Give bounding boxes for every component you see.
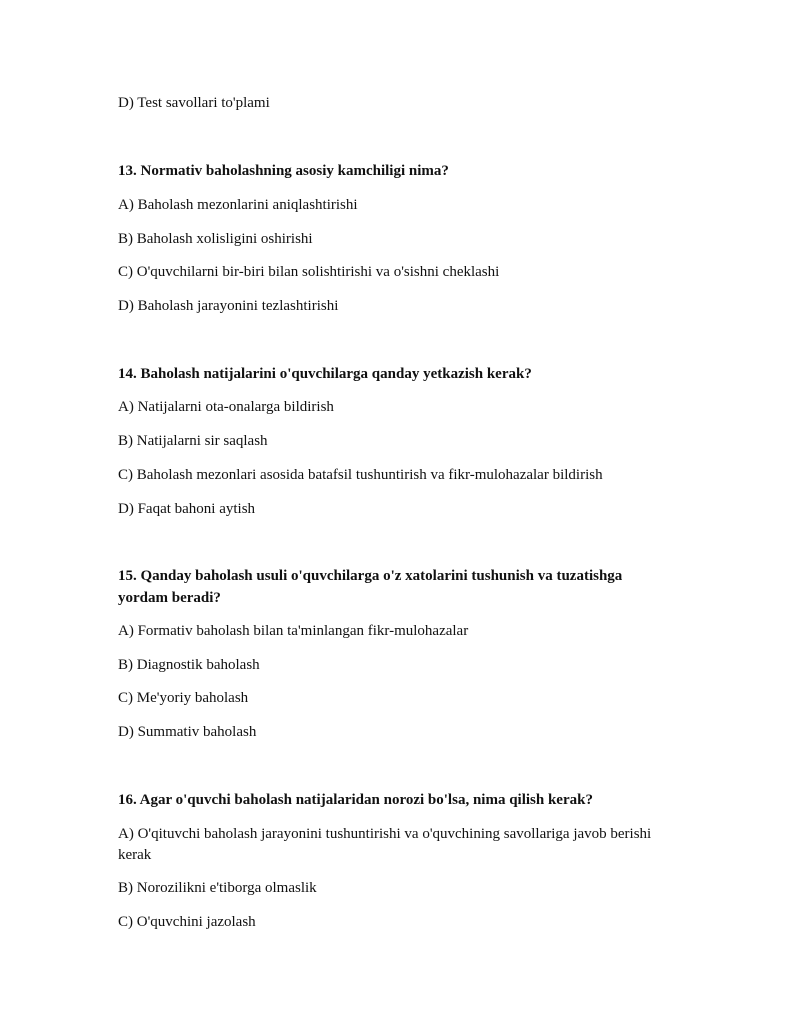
question-14-option-c: C) Baholash mezonlari asosida batafsil tushuntirish va fikr-mulohazalar bildirish bbox=[118, 467, 603, 483]
question-16-title: 16. Agar o'quvchi baholash natijalaridan norozi bo'lsa, nima qilish kerak? bbox=[118, 792, 593, 808]
question-16-option-b: B) Norozilikni e'tiborga olmaslik bbox=[118, 880, 317, 896]
question-15-option-d: D) Summativ baholash bbox=[118, 724, 257, 740]
prev-option-d: D) Test savollari to'plami bbox=[118, 95, 270, 111]
question-14-option-b: B) Natijalarni sir saqlash bbox=[118, 433, 268, 449]
question-14-option-a: A) Natijalarni ota-onalarga bildirish bbox=[118, 399, 334, 415]
question-14-option-d: D) Faqat bahoni aytish bbox=[118, 501, 256, 517]
question-16-option-c: C) O'quvchini jazolash bbox=[118, 914, 256, 930]
question-16-option-a-line-2: kerak bbox=[118, 847, 152, 863]
question-13-option-b: B) Baholash xolisligini oshirishi bbox=[118, 231, 313, 247]
question-13-option-a: A) Baholash mezonlarini aniqlashtirishi bbox=[118, 197, 358, 213]
question-13-option-c: C) O'quvchilarni bir-biri bilan solishtirishi va o'sishni cheklashi bbox=[118, 264, 500, 280]
question-13-title: 13. Normativ baholashning asosiy kamchiligi nima? bbox=[118, 163, 449, 179]
question-16-option-a-line-1: A) O'qituvchi baholash jarayonini tushuntirishi va o'quvchining savollariga javob berishi bbox=[118, 826, 652, 842]
question-15-option-b: B) Diagnostik baholash bbox=[118, 657, 260, 673]
question-15-option-c: C) Me'yoriy baholash bbox=[118, 690, 249, 706]
question-15-title-line-2: yordam beradi? bbox=[118, 590, 221, 606]
question-15-option-a: A) Formativ baholash bilan ta'minlangan fikr-mulohazalar bbox=[118, 623, 469, 639]
question-13-option-d: D) Baholash jarayonini tezlashtirishi bbox=[118, 298, 339, 314]
question-14-title: 14. Baholash natijalarini o'quvchilarga qanday yetkazish kerak? bbox=[118, 366, 532, 382]
question-15-title-line-1: 15. Qanday baholash usuli o'quvchilarga o'z xatolarini tushunish va tuzatishga bbox=[118, 568, 623, 584]
